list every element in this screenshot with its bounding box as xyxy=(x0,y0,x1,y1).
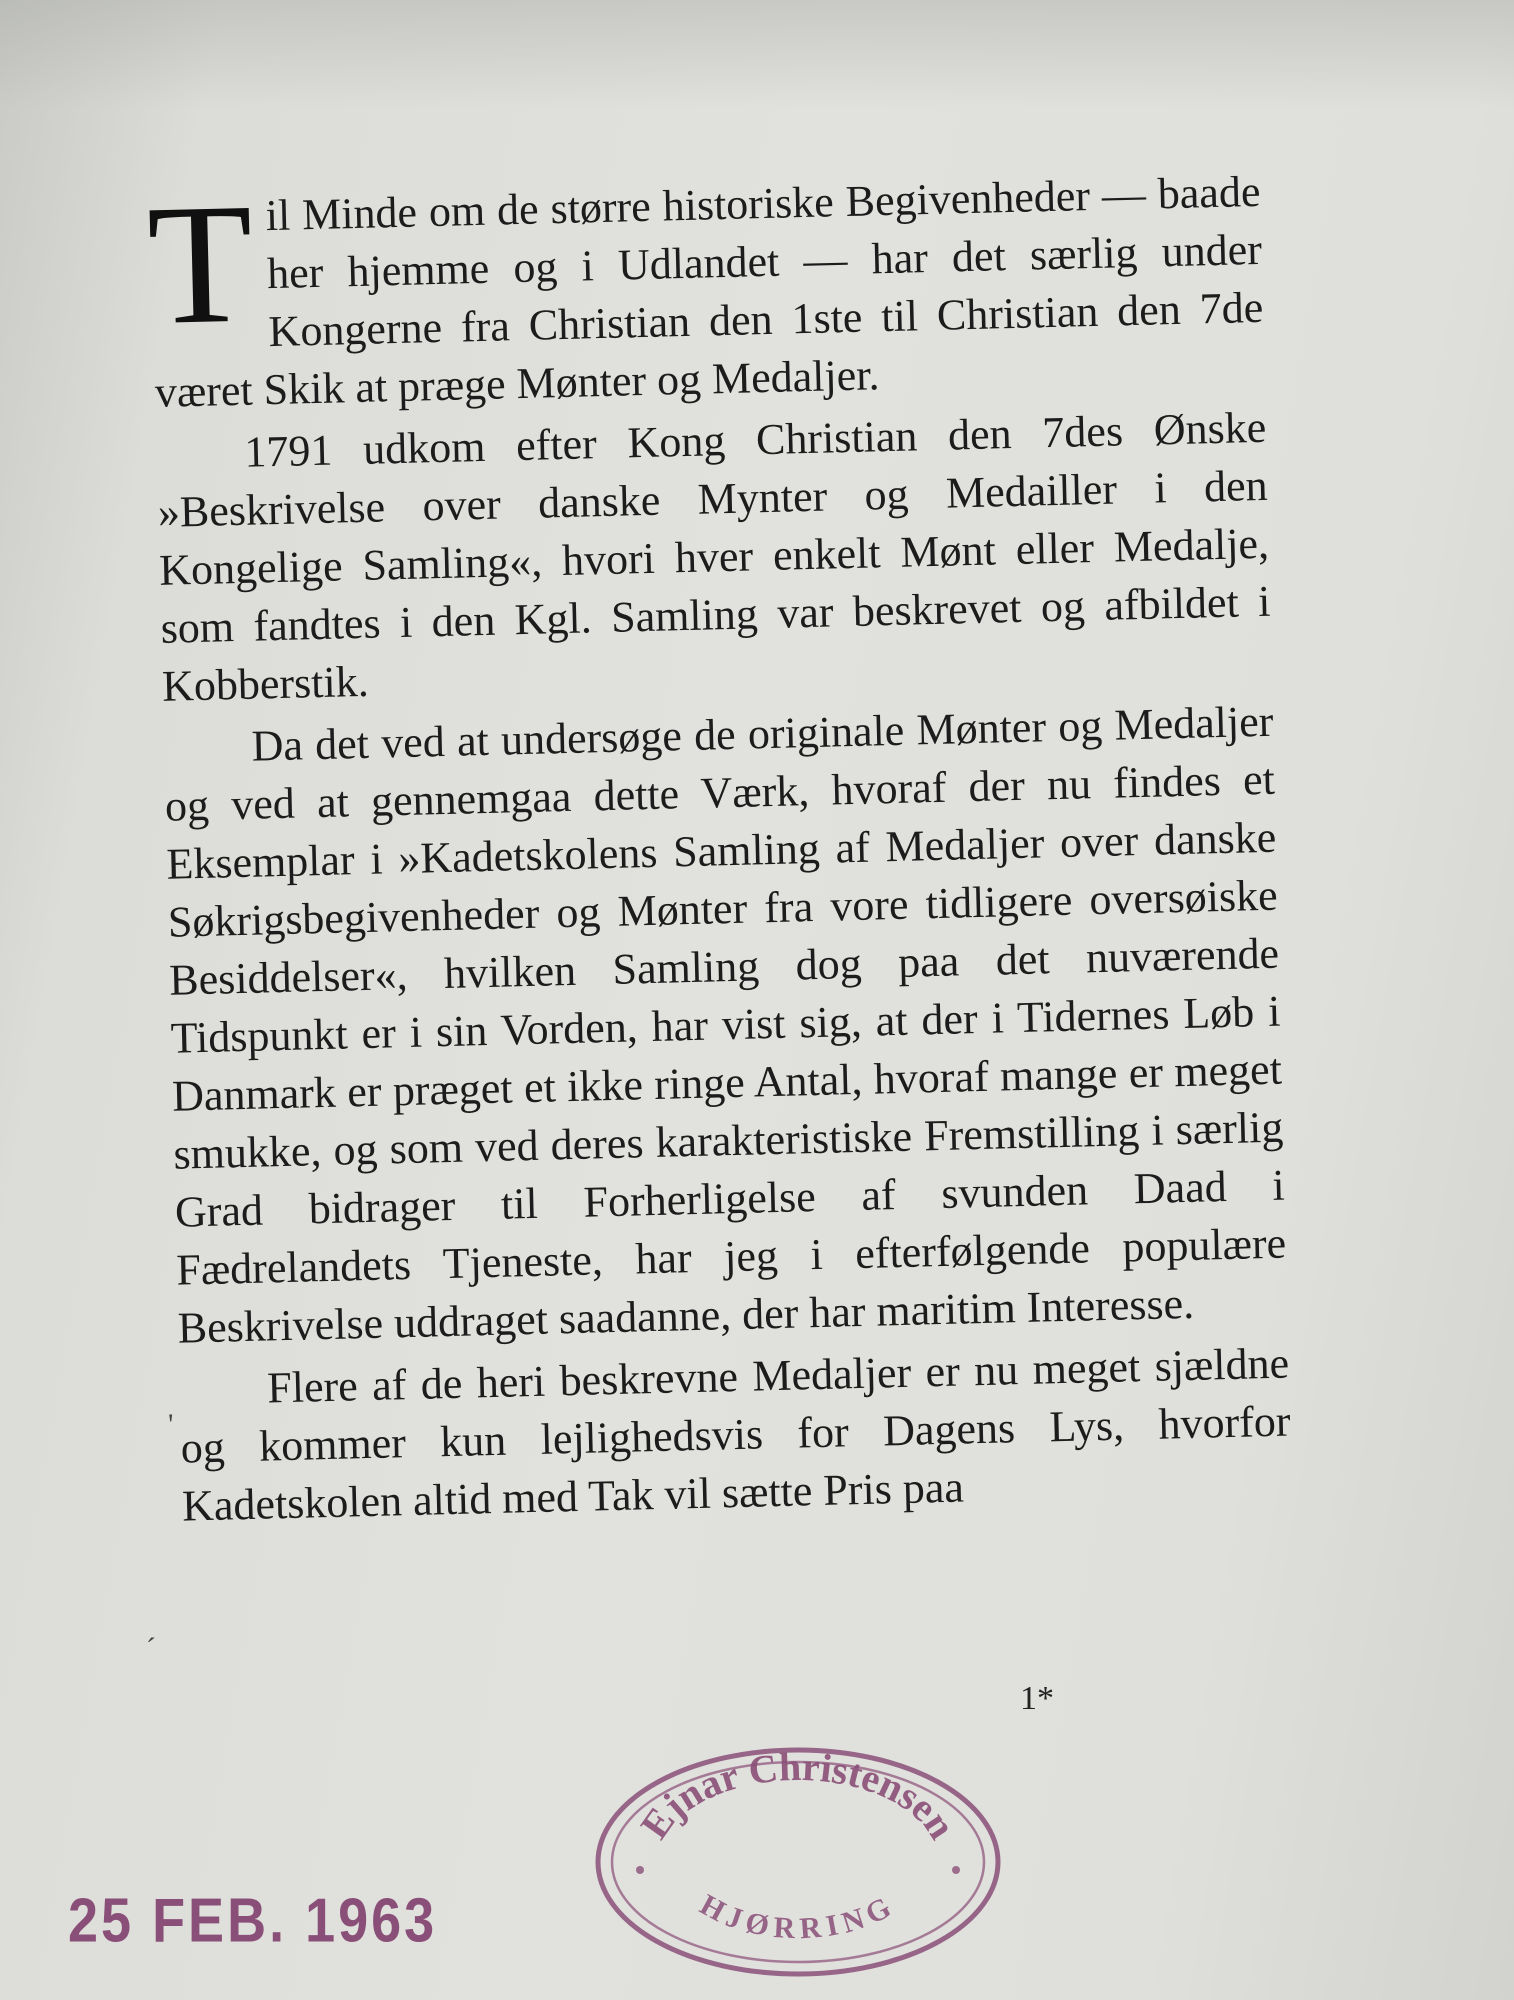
seal-dot-right xyxy=(952,1866,960,1874)
body-text xyxy=(145,163,1293,1536)
paragraph-1-text: il Minde om de større historiske Begivenheder — baade her hjemme og i Udlandet — har det særlig under Kongerne fra Christian den 1ste til Christian den 7de været Skik at præge Mønter og Medaljer. xyxy=(154,166,1264,417)
drop-cap: T xyxy=(145,168,256,362)
seal-dot-left xyxy=(636,1866,644,1874)
owner-seal-stamp xyxy=(588,1742,1008,1982)
seal-name-text: Ejnar Christensen xyxy=(631,1743,965,1847)
seal-place-text: HJØRRING xyxy=(694,1887,902,1946)
paragraph-4: Flere af de heri beskrevne Medaljer er nu meget sjældne og kommer kun lejlighedsvis for Dagens Lys, hvorfor Kadetskolen altid med Tak vil sætte Pris paa xyxy=(180,1338,1292,1531)
page-number: 1* xyxy=(1020,1680,1054,1717)
paragraph-2: 1791 udkom efter Kong Christian den 7des Ønske »Beskrivelse over danske Mynter og Medailler i den Kongelige Samling«, hvori hver enkelt Mønt eller Medalje, som fandtes i den Kgl. Samling var beskrevet og afbildet i Kobberstik. xyxy=(157,402,1271,711)
date-stamp: 25 FEB. 1963 xyxy=(68,1886,438,1956)
paragraph-1 xyxy=(145,163,1265,422)
margin-tick-mark: ' xyxy=(168,1408,174,1441)
margin-tick-mark: ´ xyxy=(146,1632,156,1665)
paragraph-3: Da det ved at undersøge de originale Mønter og Medaljer og ved at gennemgaa dette Værk, hvoraf der nu findes et Eksemplar i »Kadetskolens Samling af Medaljer over danske Søkrigsbegivenheder og Mønter fra vore tidligere oversøiske Besiddelser«, hvilken Samling dog paa det nuværende Tidspunkt er i sin Vorden, har vist sig, at der i Tidernes Løb i Danmark er præget et ikke ringe Antal, hvoraf mange er meget smukke, og som ved deres karakteristiske Fremstilling i særlig Grad bidrager til Forherligelse af svunden Daad i Fædrelandets Tjeneste, har jeg i efterfølgende populære Beskrivelse uddraget saadanne, der har maritim Interesse. xyxy=(164,696,1287,1353)
